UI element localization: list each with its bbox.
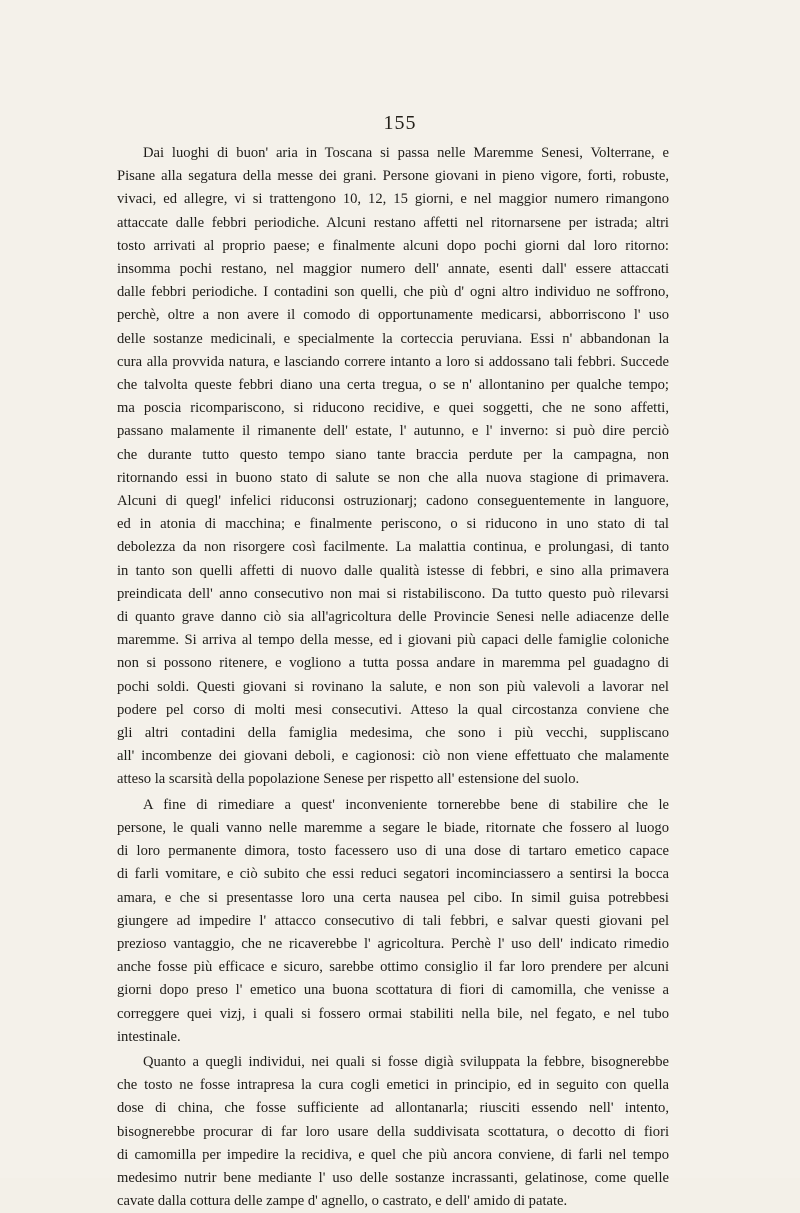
text-line: debolezza da non risorgere così facilmente. La malattia continua, e prolungasi, di tanto: [117, 539, 669, 556]
text-line: perchè, oltre a non avere il comodo di opportunamente medicarsi, abborriscono l' uso: [117, 307, 669, 324]
text-line: cura alla provvida natura, e lasciando correre intanto a loro si addossano tali febbri. Succede: [117, 353, 669, 370]
text-line: all' incombenze dei giovani deboli, e cagionosi: ciò non viene effettuato che malamente: [117, 748, 669, 765]
text-line: A fine di rimediare a quest' inconveniente tornerebbe bene di stabilire che le: [143, 796, 669, 813]
text-line: podere pel corso di molti mesi consecutivi. Atteso la qual circostanza conviene che: [117, 701, 669, 718]
text-line: non si possono ritenere, e vogliono a tutta possa andare in maremma pel guadagno di: [117, 655, 669, 672]
text-line: Alcuni di quegl' infelici riduconsi ostruzionarj; cadono conseguentemente in languore,: [117, 493, 669, 510]
text-line: Quanto a quegli individui, nei quali si fosse digià sviluppata la febbre, bisognerebbe: [143, 1053, 669, 1070]
text-line: amara, e che si presentasse loro una certa nausea pel cibo. In simil guisa potrebbesi: [117, 889, 669, 906]
text-line: che tosto ne fosse intrapresa la cura cogli emetici in principio, ed in seguito con quella: [117, 1077, 669, 1094]
text-line: bisognerebbe procurar di far loro usare della suddivisata scottatura, o decotto di fiori: [117, 1123, 669, 1140]
text-line: medesimo nutrir bene mediante l' uso delle sostanze incrassanti, gelatinose, come quelle: [117, 1169, 669, 1186]
text-line: delle sostanze medicinali, e specialmente la corteccia peruviana. Essi n' abbandonan la: [117, 330, 669, 347]
text-line: ritornando essi in buono stato di salute se non che alla nuova stagione di primavera.: [117, 469, 669, 486]
text-line: intestinale.: [117, 1028, 181, 1045]
text-line: di camomilla per impedire la recidiva, e quel che più ancora conviene, di farli nel tempo: [117, 1146, 669, 1163]
text-line: pochi soldi. Questi giovani si rovinano la salute, e non son più valevoli a lavorar nel: [117, 678, 669, 695]
text-line: maremme. Si arriva al tempo della messe, ed i giovani più capaci delle famiglie coloniche: [117, 632, 669, 649]
text-line: in tanto son quelli affetti di nuovo dalle qualità istesse di febbri, e sino alla primavera: [117, 562, 669, 579]
text-line: di farli vomitare, e ciò subito che essi reduci segatori incominciassero a sentirsi la bocca: [117, 866, 669, 883]
text-line: che talvolta queste febbri diano una certa tregua, o se n' allontanino per qualche tempo;: [117, 377, 669, 394]
text-line: preindicata dell' anno consecutivo non mai si ristabiliscono. Da tutto questo può rilevarsi: [117, 585, 669, 602]
text-line: che durante tutto questo tempo siano tante braccia perdute per la campagna, non: [117, 446, 669, 463]
text-line: Dai luoghi di buon' aria in Toscana si passa nelle Maremme Senesi, Volterrane, e: [143, 145, 669, 161]
paragraph-2: [117, 794, 669, 1049]
text-line: anche fosse più efficace e sicuro, sarebbe ottimo consiglio il far loro prendere per alcuni: [117, 959, 669, 976]
text-line: giungere ad impedire l' attacco consecutivo di tali febbri, e salvar questi giovani pel: [117, 912, 669, 929]
text-line: attaccate dalle febbri periodiche. Alcuni restano affetti nel ritornarsene per istrada; altri: [117, 214, 669, 231]
text-line: ed in atonia di macchina; e finalmente periscono, o si riducono in uno stato di tal: [117, 516, 669, 533]
text-line: insomma pochi restano, nel maggior numero dell' annate, esenti dall' essere attaccati: [117, 261, 669, 278]
text-line: giorni dopo preso l' emetico una buona scottatura di fiori di camomilla, che venisse a: [117, 982, 669, 999]
text-line: di quanto grave danno ciò sia all'agricoltura delle Provincie Senesi nelle adiacenze delle: [117, 609, 669, 626]
text-line: gli altri contadini della famiglia medesima, che sono i più vecchi, suppliscano: [117, 725, 669, 742]
paragraph-1: [117, 142, 669, 792]
text-line: vivaci, ed allegre, vi si trattengono 10, 12, 15 giorni, e nel maggior numero rimangono: [117, 191, 669, 208]
text-line: Pisane alla segatura della messe dei grani. Persone giovani in pieno vigore, forti, robuste,: [117, 168, 669, 185]
text-line: passano malamente il rimanente dell' estate, l' autunno, e l' inverno: si può dire perciò: [117, 423, 669, 440]
page-number: 155: [383, 112, 417, 134]
body-text: [117, 142, 669, 1213]
text-line: persone, le quali vanno nelle maremme a segare le biade, ritornate che fossero al luogo: [117, 819, 669, 836]
text-line: dalle febbri periodiche. I contadini son quelli, che più d' ogni altro individuo ne soffrono,: [117, 284, 669, 301]
text-line: prezioso vantaggio, che ne ricaverebbe l' agricoltura. Perchè l' uso dell' indicato rimedio: [117, 935, 669, 952]
text-line: di loro permanente dimora, tosto facessero uso di una dose di tartaro emetico capace: [117, 843, 669, 860]
text-line: dose di china, che fosse sufficiente ad allontanarla; riusciti essendo nell' intento,: [117, 1100, 669, 1117]
text-line: tosto arrivati al proprio paese; e finalmente alcuni dopo pochi giorni dal loro ritorno:: [117, 237, 669, 254]
text-line: cavate dalla cottura delle zampe d' agnello, o castrato, e dell' amido di patate.: [117, 1193, 568, 1210]
text-line: ma poscia ricompariscono, si riducono recidive, e quei soggetti, che ne sono affetti,: [117, 400, 669, 417]
paragraph-3: [117, 1051, 669, 1213]
text-line: atteso la scarsità della popolazione Senese per rispetto all' estensione del suolo.: [117, 771, 580, 788]
text-line: correggere quei vizj, i quali si fossero ormai stabiliti nella bile, nel fegato, e nel tubo: [117, 1005, 669, 1022]
